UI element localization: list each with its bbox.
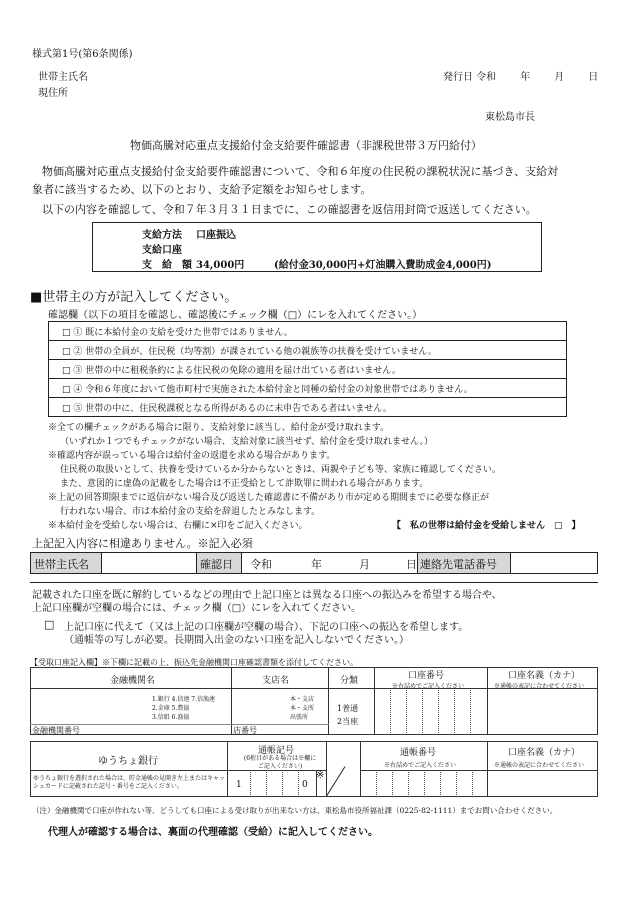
addressee-name-label: 世帯主氏名: [38, 72, 88, 83]
alt-account-line-1: 上記口座に代えて（又は上記の口座欄が空欄の場合）、下記の口座への振込を希望します。: [64, 622, 469, 633]
payment-amount-label: 支 給 額: [142, 260, 192, 271]
alt-account-line-2: （通帳等の写しが必要。長期間入出金のない口座を記入しないでください。）: [64, 635, 409, 646]
confirm-date-month: 月: [359, 558, 370, 571]
note-1b: （いずれか１つでもチェックがない場合、支給対象に該当せず、給付金を受け取れません。）: [60, 437, 434, 447]
bank-table-caption: 【受取口座記入欄】※下欄に記載の上、振込先金融機関口座確認書類を添付してください。: [30, 658, 358, 667]
check-item[interactable]: □ ① 既に本給付金の支給を受けた世帯ではありません。: [62, 328, 293, 338]
note-3b: また、意図的に虚偽の記載をした場合は不正受給として詐欺罪に問われる場合があります。: [60, 479, 429, 489]
branch-code-label: 店番号: [233, 726, 257, 735]
col-bank: 金融機関名: [110, 676, 156, 686]
yucho-code-note: (6桁目がある場合は※欄に ご記入ください): [243, 755, 317, 770]
confirm-lead: 確認欄（以下の項目を確認し、確認後にチェック欄（□）にレを入れてください。）: [48, 310, 423, 321]
payment-account-label: 支給口座: [142, 245, 182, 256]
proxy-note: 代理人が確認する場合は、裏面の代理確認（受給）に記入してください。: [48, 827, 378, 838]
confirm-date-era: 令和: [250, 558, 272, 571]
decline-box[interactable]: 【 私の世帯は給付金を受給しません □ 】: [392, 521, 581, 531]
yucho-number-note: ※右詰めでご記入ください: [384, 762, 457, 769]
checkbox[interactable]: □: [62, 328, 71, 338]
intro-line-1: 物価高騰対応重点支援給付金支給要件確認書について、令和６年度の住民税の課税状況に基づき、支給対: [42, 165, 559, 178]
confirm-date-year: 年: [311, 558, 322, 571]
note-5: ※本給付金を受給しない場合は、右欄に×印をご記入ください。: [48, 521, 308, 531]
yucho-bank: ゆうちょ銀行: [98, 756, 158, 767]
checkbox[interactable]: □: [62, 404, 71, 414]
note-1: ※全ての欄チェックがある場合に限り、支給対象に該当し、給付金が受け取れます。: [48, 423, 390, 433]
phone-label: 連絡先電話番号: [420, 558, 497, 571]
yucho-number-label: 通帳番号: [400, 748, 437, 758]
payment-method-value: 口座振込: [196, 230, 236, 241]
confirm-date-day: 日: [406, 558, 417, 571]
payment-amount-detail: (給付金30,000円+灯油購入費助成金4,000円): [274, 260, 492, 271]
col-holder: 口座名義（カナ）: [508, 671, 581, 681]
yucho-holder-field[interactable]: [487, 770, 598, 797]
note-4a: ※上記の回答期限までに返信がない場合及び返送した確認書に不備があり市が定める期間までに必要な修正が: [48, 493, 490, 503]
bank-code-label: 金融機関番号: [32, 726, 80, 735]
issuer: 東松島市長: [485, 112, 535, 123]
col-holder-note: ※通帳の表記に合わせてください: [494, 683, 585, 690]
account-holder-field[interactable]: [487, 688, 598, 735]
payment-method-label: 支給方法: [142, 230, 182, 241]
alt-account-checkbox[interactable]: □: [44, 618, 55, 631]
yucho-code-label: 通帳記号: [258, 746, 295, 756]
col-branch: 支店名: [262, 676, 290, 686]
confirm-date-label: 確認日: [200, 558, 233, 571]
issue-date: 発行日 令和 年 月 日: [443, 72, 599, 83]
note-3a: 住民税の取扱いとして、扶養を受けているか分からないときは、両親や子ども等、家族に確認してください。: [60, 465, 501, 475]
yucho-description: ゆうちょ銀行を選択された場合は、貯金通帳の見開き左上またはキャッシュカードに記載された記号・番号をご記入ください。: [33, 775, 226, 790]
footer-note: （注）金融機関で口座が作れない等、どうしても口座による受け取りが出来ない方は、東松島市役所福祉課（0225-82-1111）までお問い合わせください。: [32, 806, 558, 815]
page-title: 物価高騰対応重点支援給付金支給要件確認書（非課税世帯３万円給付）: [130, 139, 482, 152]
account-change-line-1: 記載された口座を既に解約しているなどの理由で上記口座とは異なる口座への振込みを希望する場合や、: [32, 590, 502, 601]
checkbox[interactable]: □: [62, 366, 71, 376]
checkbox[interactable]: □: [62, 385, 71, 395]
check-item[interactable]: □ ② 世帯の全員が、住民税（均等割）が課されている他の親族等の扶養を受けていません。: [62, 347, 437, 357]
yucho-holder-label: 口座名義（カナ）: [508, 748, 581, 758]
section-heading: ■世帯主の方が記入してください。: [30, 290, 238, 305]
addressee-address-label: 現住所: [38, 88, 68, 99]
check-item[interactable]: □ ④ 令和６年度において他市町村で実施された本給付金と同種の給付金の対象世帯ではありません。: [62, 385, 473, 395]
col-account: 口座番号: [408, 671, 445, 681]
account-change-line-2: 上記口座欄が空欄の場合には、チェック欄（□）にレを入れてください。: [32, 603, 362, 614]
col-type: 分類: [340, 676, 359, 686]
col-account-note: ※右詰めでご記入ください: [392, 683, 465, 690]
yucho-holder-note: ※通帳の表記に合わせてください: [494, 762, 585, 769]
check-item[interactable]: □ ⑤ 世帯の中に、住民税課税となる所得があるのに未申告である者はいません。: [62, 404, 392, 414]
sign-lead: 上記記入内容に相違ありません。※記入必須: [32, 537, 253, 550]
head-name-label: 世帯主氏名: [34, 558, 89, 571]
check-item[interactable]: □ ③ 世帯の中に租税条約による住民税の免除の適用を届け出ている者はいません。: [62, 366, 401, 376]
note-4b: 行われない場合、市は本給付金の支給を辞退したとみなします。: [60, 507, 321, 517]
intro-line-2: 象者に該当するため、以下のとおり、支給予定額をお知らせします。: [32, 183, 372, 196]
intro-line-3: 以下の内容を確認して、令和７年３月３１日までに、この確認書を返信用封筒で返送してください。: [42, 203, 537, 216]
payment-amount-value: 34,000円: [196, 260, 245, 271]
checkbox[interactable]: □: [62, 347, 71, 357]
note-2: ※確認内容が誤っている場合は給付金の返還を求める場合があります。: [48, 451, 336, 461]
form-number: 様式第1号(第6条関係): [32, 49, 133, 60]
